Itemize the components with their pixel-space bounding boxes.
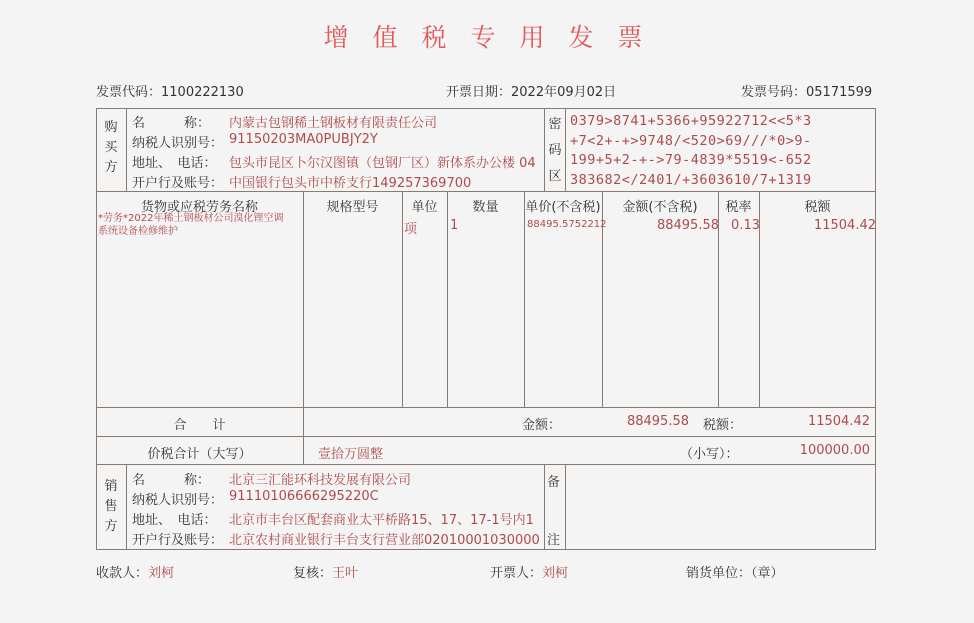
buyer-bank-label: 开户行及账号： (132, 176, 224, 191)
cipher-section-label: 密 码 区 (548, 117, 562, 184)
drawer-label: 开票人： (490, 566, 543, 581)
buyer-address-label: 地址、 电话： (132, 156, 217, 171)
totals-label: 合 计 (173, 418, 226, 433)
col-header-name: 货物或应税劳务名称 (140, 200, 258, 215)
totals-tax-label: 税额： (703, 418, 743, 433)
grand-total-small: 100000.00 (799, 443, 870, 458)
col-header-qty: 数量 (472, 200, 499, 215)
cipher-text: 0379>8741+5366+95922712<<5*3 +7<2+-+>9748/<520>69///*0>9- 199+5+2-+->79-4839*5519<-652 383682</2401/+3603610/7+1319 (570, 113, 812, 188)
item-price: 88495.5752212 (527, 219, 607, 230)
col-header-spec: 规格型号 (326, 200, 379, 215)
footer-payee (96, 562, 174, 581)
item-amount: 88495.58 (656, 218, 719, 233)
seller-bank: 北京农村商业银行丰台支行营业部02010001030000 (229, 533, 540, 548)
seller-tax-id-label: 纳税人识别号： (132, 493, 224, 508)
col-header-price: 单价(不含税) (525, 200, 601, 215)
totals-tax: 11504.42 (807, 414, 870, 429)
invoice-code-value: 1100222130 (161, 85, 244, 100)
footer-drawer (490, 562, 568, 581)
col-header-rate: 税率 (725, 200, 752, 215)
item-qty: 1 (450, 218, 459, 233)
col-header-tax: 税额 (804, 200, 831, 215)
buyer-section-label: 购 买 方 (104, 120, 118, 175)
reviewer-value: 王叶 (332, 566, 359, 581)
totals-amount-label: 金额： (522, 418, 562, 433)
payee-value: 刘柯 (148, 566, 175, 581)
invoice-date-value: 2022年09月02日 (511, 85, 617, 100)
buyer-tax-id: 91150203MA0PUBJY2Y (229, 132, 378, 147)
drawer-value: 刘柯 (542, 566, 569, 581)
grand-total-label: 价税合计（大写） (147, 447, 252, 462)
buyer-name-label: 名 称： (132, 116, 211, 131)
invoice-code-label: 发票代码： (96, 85, 162, 100)
invoice-code (96, 81, 244, 100)
seller-bank-label: 开户行及账号： (132, 533, 224, 548)
remarks-label-top: 备 (547, 475, 561, 490)
seller-seal-label: 销货单位： (686, 566, 752, 581)
seller-name: 北京三汇能环科技发展有限公司 (229, 473, 412, 488)
grand-total-uppercase: 壹拾万圆整 (318, 447, 384, 462)
item-rate: 0.13 (731, 218, 760, 233)
grand-total-small-label: （小写）： (680, 447, 739, 462)
seller-name-label: 名 称： (132, 473, 211, 488)
invoice-number (741, 81, 872, 100)
buyer-bank: 中国银行包头市中桥支行149257369700 (229, 176, 472, 191)
buyer-tax-id-label: 纳税人识别号： (132, 136, 224, 151)
buyer-address: 包头市昆区卜尔汉图镇（包钢厂区）新体系办公楼 04 (229, 156, 536, 171)
item-tax: 11504.42 (813, 218, 876, 233)
invoice-number-label: 发票号码： (741, 85, 807, 100)
seller-tax-id: 91110106666295220C (229, 489, 379, 504)
seller-address-label: 地址、 电话： (132, 513, 217, 528)
buyer-name: 内蒙古包钢稀土钢板材有限责任公司 (229, 116, 438, 131)
reviewer-label: 复核： (293, 566, 333, 581)
seller-section-label: 销 售 方 (104, 479, 118, 534)
seller-seal-value: （章） (751, 566, 784, 581)
footer-reviewer (293, 562, 358, 581)
col-header-amount: 金额(不含税) (622, 200, 698, 215)
col-header-unit: 单位 (411, 200, 438, 215)
payee-label: 收款人： (96, 566, 149, 581)
invoice-number-value: 05171599 (806, 85, 873, 100)
item-name: *劳务*2022年稀土钢板材公司溴化锂空调 系统设备检修维护 (98, 213, 284, 237)
item-unit: 项 (404, 222, 418, 237)
remarks-label-bottom: 注 (547, 533, 561, 548)
invoice-date-label: 开票日期： (446, 85, 512, 100)
seller-address: 北京市丰台区配套商业太平桥路15、17、17-1号内1 (229, 513, 534, 528)
invoice-title: 增 值 税 专 用 发 票 (323, 23, 651, 52)
invoice-date (446, 81, 616, 100)
footer-seller-seal (686, 562, 784, 581)
totals-amount: 88495.58 (626, 414, 689, 429)
